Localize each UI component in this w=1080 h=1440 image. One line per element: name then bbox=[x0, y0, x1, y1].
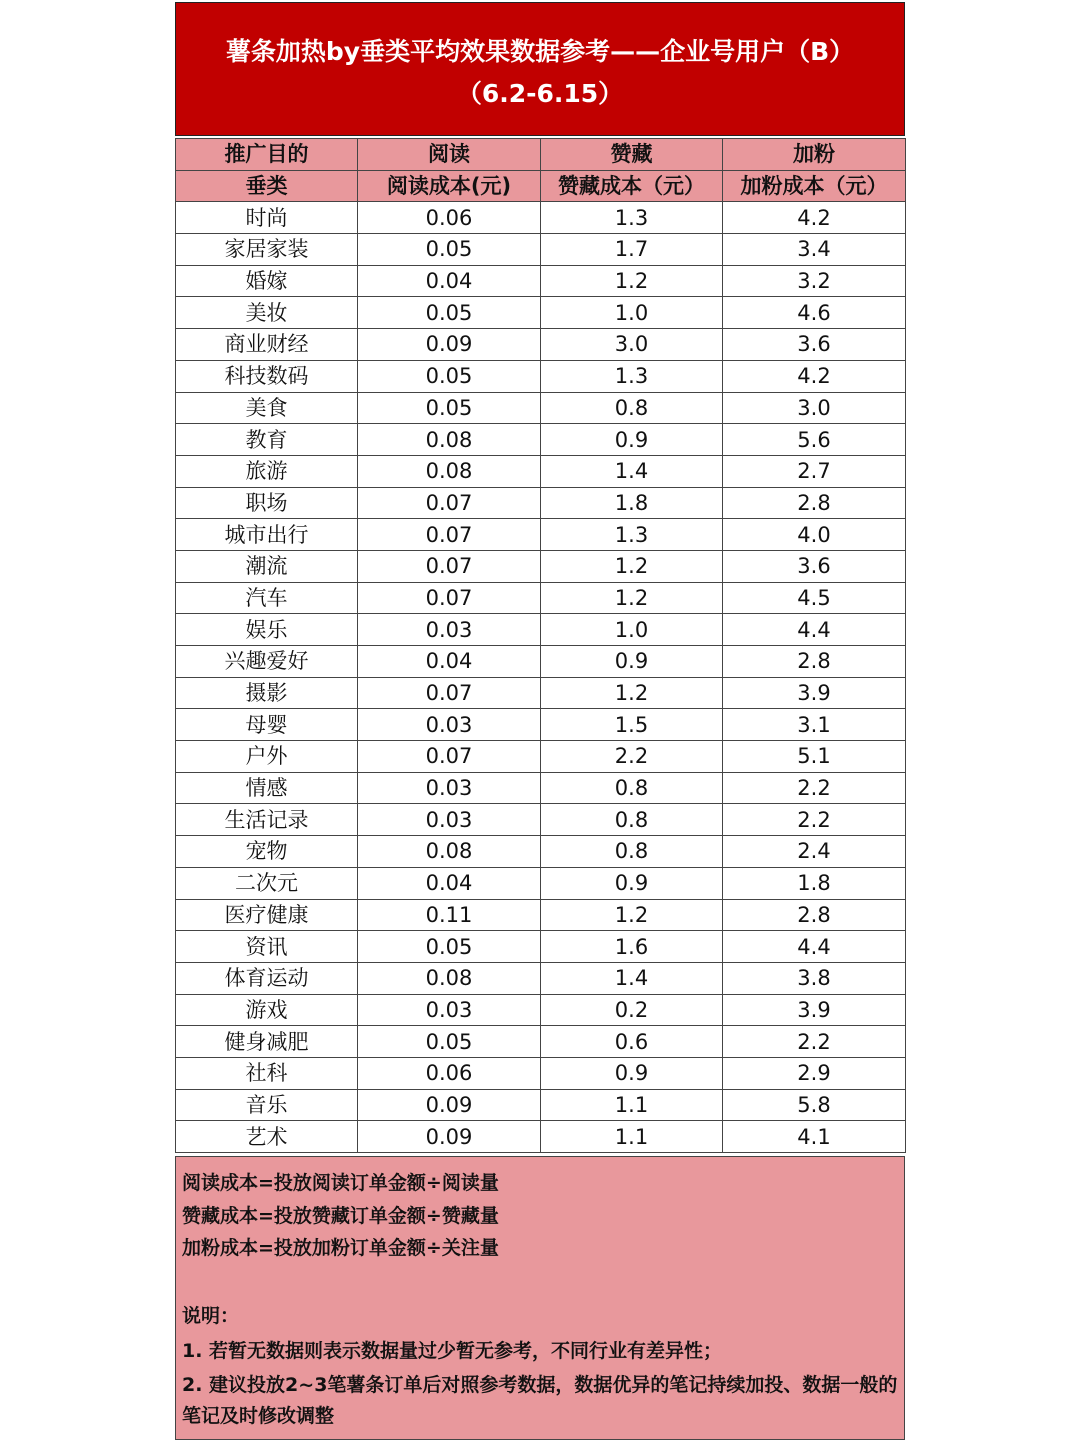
cost-cell: 0.03 bbox=[358, 994, 541, 1026]
category-cell: 二次元 bbox=[176, 867, 358, 899]
cost-cell: 3.9 bbox=[723, 677, 906, 709]
header-cell: 加粉成本（元） bbox=[723, 170, 906, 202]
header-cell: 赞藏成本（元） bbox=[541, 170, 723, 202]
cost-cell: 0.06 bbox=[358, 202, 541, 234]
category-cell: 资讯 bbox=[176, 931, 358, 963]
cost-cell: 0.03 bbox=[358, 804, 541, 836]
category-cell: 体育运动 bbox=[176, 962, 358, 994]
table-row bbox=[176, 709, 906, 741]
cost-cell: 4.6 bbox=[723, 297, 906, 329]
category-cell: 汽车 bbox=[176, 582, 358, 614]
cost-cell: 0.9 bbox=[541, 867, 723, 899]
header-cell: 垂类 bbox=[176, 170, 358, 202]
cost-cell: 2.2 bbox=[541, 741, 723, 773]
category-cell: 音乐 bbox=[176, 1089, 358, 1121]
cost-cell: 2.2 bbox=[723, 1026, 906, 1058]
cost-cell: 0.04 bbox=[358, 265, 541, 297]
cost-cell: 0.8 bbox=[541, 804, 723, 836]
cost-cell: 0.03 bbox=[358, 772, 541, 804]
table-row bbox=[176, 550, 906, 582]
category-cell: 健身减肥 bbox=[176, 1026, 358, 1058]
cost-cell: 3.9 bbox=[723, 994, 906, 1026]
category-cell: 户外 bbox=[176, 741, 358, 773]
cost-cell: 4.4 bbox=[723, 614, 906, 646]
table-row bbox=[176, 202, 906, 234]
table-row bbox=[176, 614, 906, 646]
cost-cell: 2.4 bbox=[723, 836, 906, 868]
table-row bbox=[176, 836, 906, 868]
table-row bbox=[176, 582, 906, 614]
header-row-purpose bbox=[176, 139, 906, 171]
category-cell: 生活记录 bbox=[176, 804, 358, 836]
cost-cell: 1.1 bbox=[541, 1121, 723, 1153]
cost-cell: 0.03 bbox=[358, 709, 541, 741]
cost-cell: 0.09 bbox=[358, 1121, 541, 1153]
cost-cell: 1.6 bbox=[541, 931, 723, 963]
cost-cell: 2.8 bbox=[723, 487, 906, 519]
cost-cell: 1.4 bbox=[541, 455, 723, 487]
header-cell: 赞藏 bbox=[541, 139, 723, 171]
category-cell: 摄影 bbox=[176, 677, 358, 709]
cost-cell: 0.07 bbox=[358, 677, 541, 709]
category-cell: 时尚 bbox=[176, 202, 358, 234]
category-cell: 职场 bbox=[176, 487, 358, 519]
category-cell: 社科 bbox=[176, 1057, 358, 1089]
table-row bbox=[176, 1057, 906, 1089]
category-cell: 艺术 bbox=[176, 1121, 358, 1153]
cost-cell: 2.2 bbox=[723, 804, 906, 836]
category-cell: 游戏 bbox=[176, 994, 358, 1026]
cost-cell: 0.6 bbox=[541, 1026, 723, 1058]
table-row bbox=[176, 772, 906, 804]
cost-cell: 1.2 bbox=[541, 582, 723, 614]
table-row bbox=[176, 424, 906, 456]
cost-cell: 1.7 bbox=[541, 234, 723, 266]
explain-item-2: 2. 建议投放2~3笔薯条订单后对照参考数据，数据优异的笔记持续加投、数据一般的笔记及时修改调整 bbox=[182, 1374, 898, 1427]
cost-cell: 3.2 bbox=[723, 265, 906, 297]
cost-cell: 0.08 bbox=[358, 962, 541, 994]
cost-cell: 3.4 bbox=[723, 234, 906, 266]
cost-cell: 1.3 bbox=[541, 202, 723, 234]
cost-cell: 3.6 bbox=[723, 550, 906, 582]
cost-cell: 3.0 bbox=[541, 329, 723, 361]
cost-cell: 0.05 bbox=[358, 931, 541, 963]
cost-cell: 1.3 bbox=[541, 360, 723, 392]
cost-cell: 0.08 bbox=[358, 836, 541, 868]
cost-cell: 0.07 bbox=[358, 741, 541, 773]
cost-cell: 0.05 bbox=[358, 1026, 541, 1058]
cost-cell: 0.9 bbox=[541, 1057, 723, 1089]
cost-cell: 2.8 bbox=[723, 899, 906, 931]
category-cell: 旅游 bbox=[176, 455, 358, 487]
cost-cell: 0.08 bbox=[358, 424, 541, 456]
table-row bbox=[176, 329, 906, 361]
cost-cell: 0.03 bbox=[358, 614, 541, 646]
cost-cell: 1.3 bbox=[541, 519, 723, 551]
cost-cell: 0.11 bbox=[358, 899, 541, 931]
cost-cell: 1.4 bbox=[541, 962, 723, 994]
formula-like-cost: 赞藏成本=投放赞藏订单金额÷赞藏量 bbox=[182, 1205, 499, 1227]
table-row bbox=[176, 234, 906, 266]
cost-cell: 0.08 bbox=[358, 455, 541, 487]
cost-cell: 0.2 bbox=[541, 994, 723, 1026]
cost-cell: 0.04 bbox=[358, 646, 541, 678]
cost-cell: 1.8 bbox=[723, 867, 906, 899]
table-row bbox=[176, 741, 906, 773]
cost-cell: 3.0 bbox=[723, 392, 906, 424]
category-cell: 婚嫁 bbox=[176, 265, 358, 297]
title-line-2: （6.2-6.15） bbox=[456, 79, 624, 108]
category-cell: 母婴 bbox=[176, 709, 358, 741]
header-row-metric bbox=[176, 170, 906, 202]
table-row bbox=[176, 519, 906, 551]
cost-cell: 1.5 bbox=[541, 709, 723, 741]
category-cell: 美食 bbox=[176, 392, 358, 424]
category-cell: 医疗健康 bbox=[176, 899, 358, 931]
cost-cell: 0.05 bbox=[358, 234, 541, 266]
table-row bbox=[176, 899, 906, 931]
category-cell: 娱乐 bbox=[176, 614, 358, 646]
formula-read-cost: 阅读成本=投放阅读订单金额÷阅读量 bbox=[182, 1172, 499, 1194]
data-sheet bbox=[175, 2, 905, 1440]
cost-cell: 1.2 bbox=[541, 899, 723, 931]
cost-cell: 4.0 bbox=[723, 519, 906, 551]
cost-cell: 3.8 bbox=[723, 962, 906, 994]
title-line-1: 薯条加热by垂类平均效果数据参考——企业号用户（B） bbox=[225, 37, 855, 66]
category-cell: 商业财经 bbox=[176, 329, 358, 361]
category-cell: 兴趣爱好 bbox=[176, 646, 358, 678]
cost-cell: 0.09 bbox=[358, 329, 541, 361]
category-cell: 科技数码 bbox=[176, 360, 358, 392]
category-cell: 城市出行 bbox=[176, 519, 358, 551]
category-cell: 潮流 bbox=[176, 550, 358, 582]
cost-cell: 0.05 bbox=[358, 360, 541, 392]
cost-cell: 2.8 bbox=[723, 646, 906, 678]
cost-cell: 5.8 bbox=[723, 1089, 906, 1121]
title-banner bbox=[175, 2, 905, 136]
table-row bbox=[176, 1089, 906, 1121]
cost-cell: 1.8 bbox=[541, 487, 723, 519]
cost-cell: 1.1 bbox=[541, 1089, 723, 1121]
cost-cell: 2.9 bbox=[723, 1057, 906, 1089]
table-row bbox=[176, 392, 906, 424]
cost-cell: 1.0 bbox=[541, 297, 723, 329]
cost-cell: 2.2 bbox=[723, 772, 906, 804]
cost-cell: 4.1 bbox=[723, 1121, 906, 1153]
cost-cell: 0.8 bbox=[541, 836, 723, 868]
cost-cell: 0.9 bbox=[541, 646, 723, 678]
formula-follow-cost: 加粉成本=投放加粉订单金额÷关注量 bbox=[182, 1237, 499, 1259]
notes-panel bbox=[175, 1156, 905, 1440]
cost-table bbox=[175, 138, 906, 1153]
cost-cell: 0.05 bbox=[358, 297, 541, 329]
cost-cell: 3.1 bbox=[723, 709, 906, 741]
table-row bbox=[176, 867, 906, 899]
table-row bbox=[176, 994, 906, 1026]
cost-cell: 0.06 bbox=[358, 1057, 541, 1089]
table-row bbox=[176, 646, 906, 678]
cost-cell: 1.2 bbox=[541, 677, 723, 709]
table-row bbox=[176, 804, 906, 836]
cost-cell: 4.2 bbox=[723, 360, 906, 392]
cost-cell: 0.8 bbox=[541, 772, 723, 804]
table-row bbox=[176, 487, 906, 519]
cost-cell: 2.7 bbox=[723, 455, 906, 487]
cost-cell: 4.4 bbox=[723, 931, 906, 963]
cost-cell: 0.07 bbox=[358, 487, 541, 519]
cost-cell: 0.07 bbox=[358, 582, 541, 614]
cost-cell: 0.04 bbox=[358, 867, 541, 899]
table-row bbox=[176, 1121, 906, 1153]
cost-cell: 5.1 bbox=[723, 741, 906, 773]
header-cell: 阅读 bbox=[358, 139, 541, 171]
header-cell: 阅读成本(元) bbox=[358, 170, 541, 202]
table-row bbox=[176, 297, 906, 329]
cost-cell: 0.8 bbox=[541, 392, 723, 424]
cost-cell: 0.9 bbox=[541, 424, 723, 456]
category-cell: 情感 bbox=[176, 772, 358, 804]
table-row bbox=[176, 1026, 906, 1058]
table-row bbox=[176, 677, 906, 709]
explain-title: 说明： bbox=[182, 1305, 240, 1327]
table-row bbox=[176, 265, 906, 297]
table-row bbox=[176, 962, 906, 994]
category-cell: 家居家装 bbox=[176, 234, 358, 266]
cost-cell: 0.07 bbox=[358, 550, 541, 582]
cost-cell: 4.2 bbox=[723, 202, 906, 234]
cost-cell: 5.6 bbox=[723, 424, 906, 456]
table-row bbox=[176, 360, 906, 392]
explain-item-1: 1. 若暂无数据则表示数据量过少暂无参考，不同行业有差异性； bbox=[182, 1340, 723, 1362]
cost-cell: 1.2 bbox=[541, 265, 723, 297]
category-cell: 美妆 bbox=[176, 297, 358, 329]
cost-cell: 4.5 bbox=[723, 582, 906, 614]
cost-cell: 0.07 bbox=[358, 519, 541, 551]
table-row bbox=[176, 931, 906, 963]
table-row bbox=[176, 455, 906, 487]
cost-cell: 3.6 bbox=[723, 329, 906, 361]
cost-cell: 1.2 bbox=[541, 550, 723, 582]
header-cell: 推广目的 bbox=[176, 139, 358, 171]
category-cell: 宠物 bbox=[176, 836, 358, 868]
category-cell: 教育 bbox=[176, 424, 358, 456]
cost-cell: 0.09 bbox=[358, 1089, 541, 1121]
cost-cell: 0.05 bbox=[358, 392, 541, 424]
cost-cell: 1.0 bbox=[541, 614, 723, 646]
header-cell: 加粉 bbox=[723, 139, 906, 171]
